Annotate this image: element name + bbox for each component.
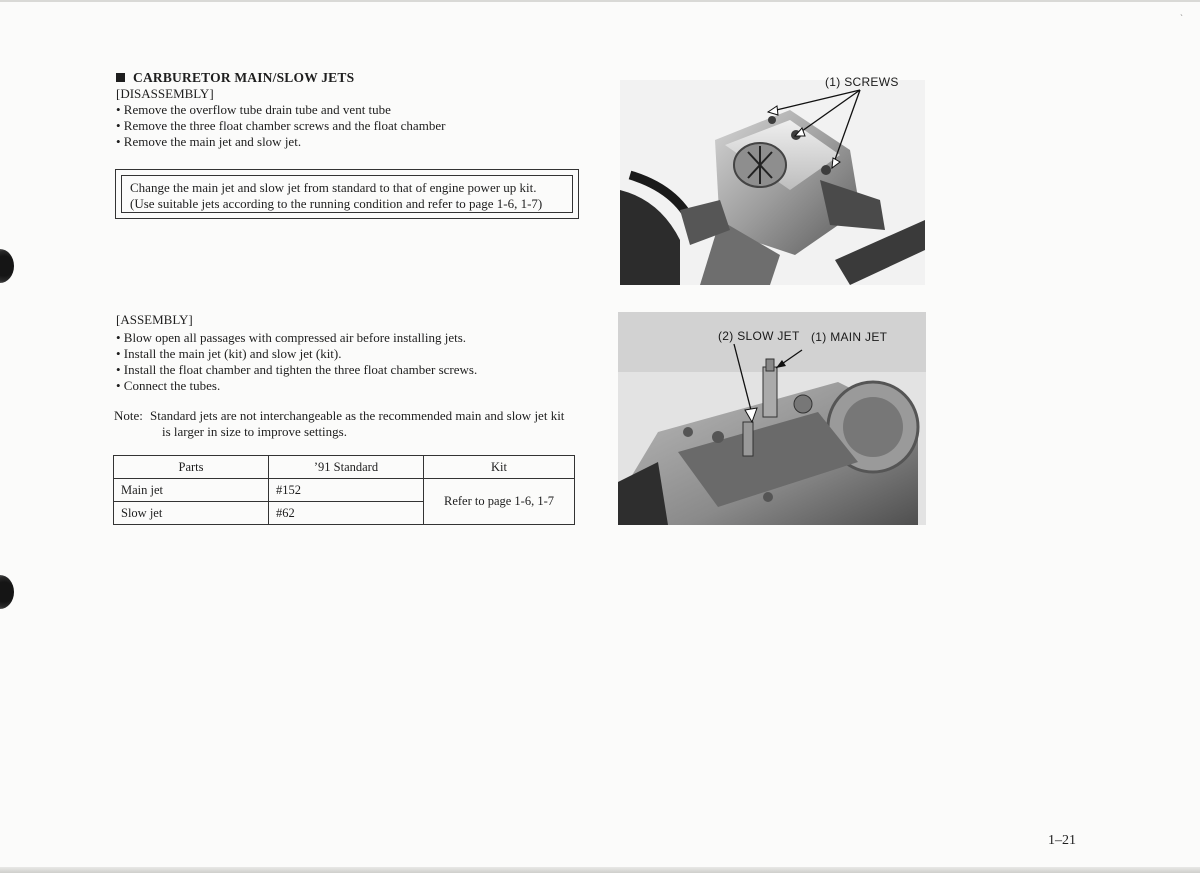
table-header-row [114, 456, 575, 479]
assembly-step: • Install the main jet (kit) and slow jet (kit). [116, 346, 342, 361]
cell-part: Slow jet [114, 502, 269, 525]
instruction-line: Change the main jet and slow jet from standard to that of engine power up kit. [130, 180, 537, 195]
section-title: CARBURETOR MAIN/SLOW JETS [133, 70, 355, 85]
assembly-block [116, 312, 477, 394]
page-number: 1–21 [1048, 833, 1076, 848]
note-line-1: Standard jets are not interchangeable as the recommended main and slow jet kit [150, 408, 565, 423]
instruction-box [115, 169, 579, 219]
page-top-edge [0, 0, 1200, 2]
table-row [114, 479, 575, 502]
cell-standard: #62 [269, 502, 424, 525]
disassembly-step: • Remove the overflow tube drain tube and vent tube [116, 102, 391, 117]
page-bottom-edge [0, 867, 1200, 873]
assembly-header: [ASSEMBLY] [116, 312, 193, 327]
caption-main-jet: (1) MAIN JET [811, 330, 888, 344]
cell-kit: Refer to page 1-6, 1-7 [424, 479, 575, 525]
header-kit: Kit [424, 456, 575, 479]
header-standard: ’91 Standard [269, 456, 424, 479]
assembly-step: • Blow open all passages with compressed air before installing jets. [116, 330, 467, 345]
note-label: Note: [114, 408, 143, 423]
disassembly-block [116, 86, 445, 150]
disassembly-header: [DISASSEMBLY] [116, 86, 214, 101]
square-bullet-icon [116, 73, 125, 82]
caption-screws: (1) SCREWS [825, 75, 899, 89]
section-heading [116, 70, 354, 86]
assembly-step: • Install the float chamber and tighten the three float chamber screws. [116, 362, 478, 377]
instruction-line: (Use suitable jets according to the running condition and refer to page 1-6, 1-7) [130, 196, 543, 211]
jets-leader-arrows [730, 342, 810, 427]
jet-table [113, 455, 575, 525]
screws-leader-arrows [760, 88, 870, 173]
header-parts: Parts [114, 456, 269, 479]
caption-slow-jet: (2) SLOW JET [718, 329, 800, 343]
disassembly-step: • Remove the main jet and slow jet. [116, 134, 302, 149]
corner-mark: ˎ [1180, 6, 1183, 16]
instruction-box-inner [121, 175, 573, 213]
assembly-step: • Connect the tubes. [116, 378, 221, 393]
cell-part: Main jet [114, 479, 269, 502]
note-line-2: is larger in size to improve settings. [162, 424, 347, 439]
binder-hole-bottom [0, 575, 14, 609]
disassembly-step: • Remove the three float chamber screws and the float chamber [116, 118, 446, 133]
binder-hole-top [0, 249, 14, 283]
cell-standard: #152 [269, 479, 424, 502]
